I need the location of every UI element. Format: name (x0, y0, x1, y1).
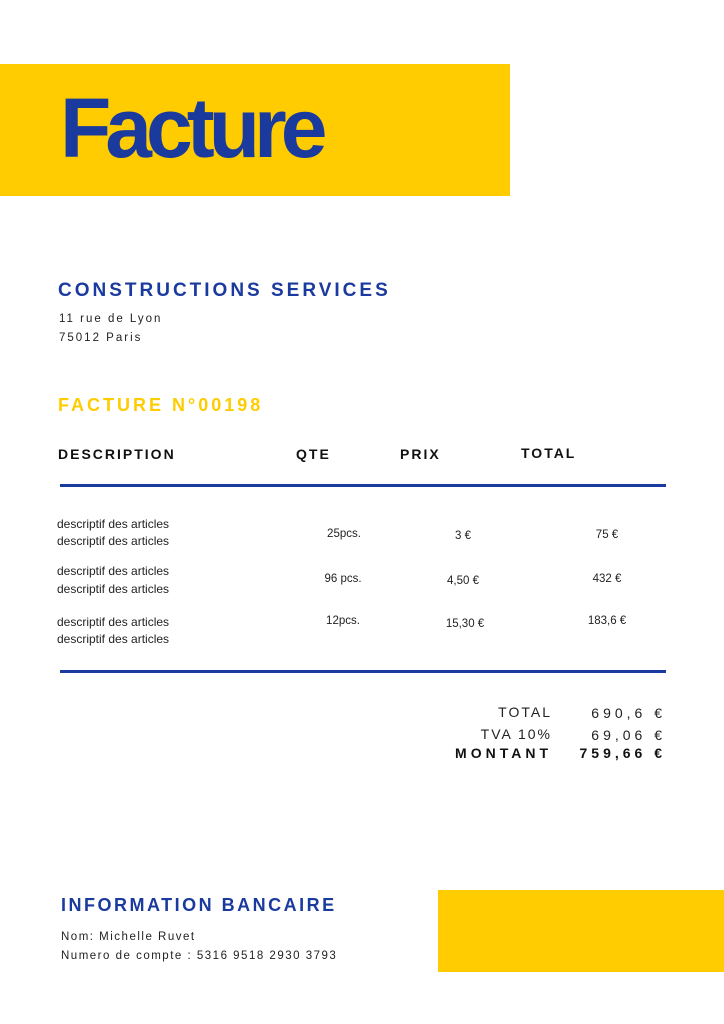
company-name: CONSTRUCTIONS SERVICES (58, 280, 391, 301)
summary-amount-label: MONTANT (455, 745, 552, 761)
column-header-total: TOTAL (521, 445, 577, 461)
summary-tva-value: 69,06 € (591, 727, 666, 743)
column-header-description: DESCRIPTION (58, 446, 176, 462)
summary-total-label: TOTAL (498, 704, 552, 720)
row-qty: 96 pcs. (324, 573, 362, 585)
company-address-city: 75012 Paris (59, 332, 143, 344)
row-description-line1: descriptif des articles (57, 517, 170, 531)
bank-account-number: Numero de compte : 5316 9518 2930 3793 (61, 950, 338, 962)
row-description-line2: descriptif des articles (57, 534, 170, 548)
row-qty: 25pcs. (327, 528, 361, 540)
row-total: 75 € (595, 529, 619, 541)
row-total: 432 € (592, 573, 622, 585)
invoice-number: FACTURE N°00198 (58, 395, 264, 415)
row-total: 183,6 € (587, 615, 627, 627)
row-description-line2: descriptif des articles (57, 582, 170, 596)
summary-tva-label: TVA 10% (480, 726, 552, 742)
row-qty: 12pcs. (326, 615, 360, 627)
table-top-divider (60, 484, 666, 487)
row-price: 4,50 € (447, 575, 479, 587)
summary-total-value: 690,6 € (591, 705, 666, 721)
document-title: Facture (60, 81, 322, 175)
footer-band (438, 890, 724, 972)
row-description-line1: descriptif des articles (57, 615, 170, 629)
table-bottom-divider (60, 670, 666, 673)
summary-amount-value: 759,66 € (579, 745, 666, 761)
column-header-qty: QTE (296, 446, 331, 462)
company-address-street: 11 rue de Lyon (59, 313, 163, 325)
row-price: 3 € (455, 530, 471, 542)
row-price: 15,30 € (445, 618, 485, 630)
column-header-price: PRIX (400, 446, 441, 462)
bank-account-holder: Nom: Michelle Ruvet (61, 931, 196, 943)
row-description-line2: descriptif des articles (57, 632, 170, 646)
bank-info-title: INFORMATION BANCAIRE (61, 895, 337, 915)
row-description-line1: descriptif des articles (57, 564, 170, 578)
